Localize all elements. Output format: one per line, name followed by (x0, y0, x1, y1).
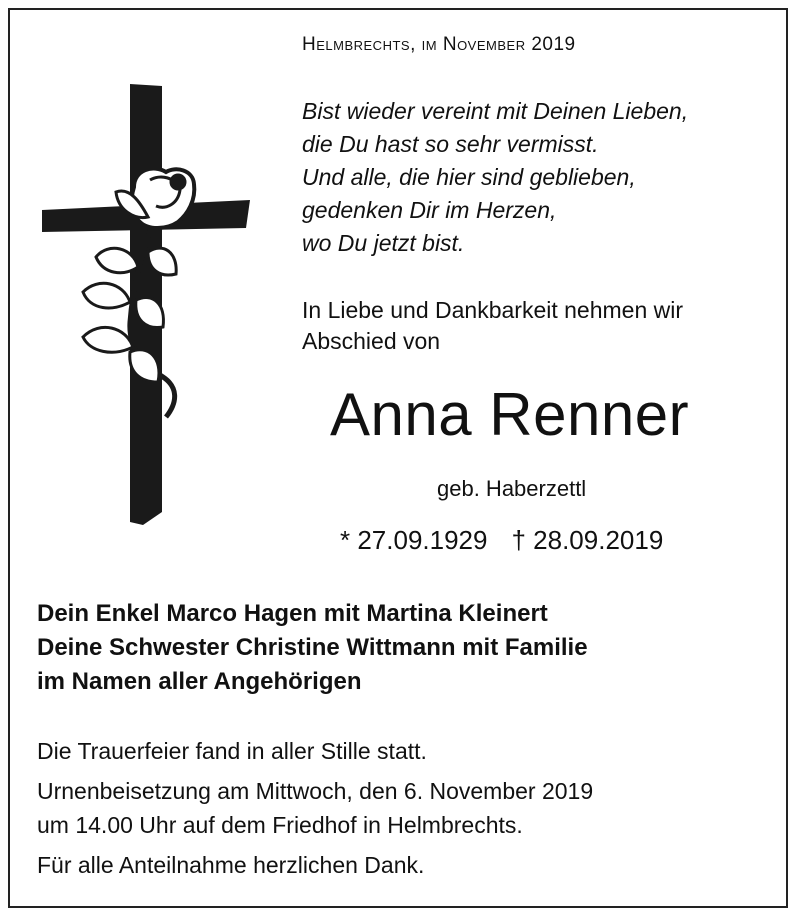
mourner-line: Deine Schwester Christine Wittmann mit Familie (37, 634, 588, 661)
poem-line: gedenken Dir im Herzen, (302, 197, 557, 223)
mourner-line: Dein Enkel Marco Hagen mit Martina Kleinert (37, 600, 548, 627)
place-and-date: Helmbrechts, im November 2019 (302, 34, 576, 55)
thanks-note: Für alle Anteilnahme herzlichen Dank. (37, 852, 425, 878)
funeral-notes (37, 734, 593, 882)
service-note: Die Trauerfeier fand in aller Stille statt. (37, 738, 427, 764)
poem (302, 95, 688, 260)
deceased-name: Anna Renner (330, 381, 690, 448)
burial-note-line2: um 14.00 Uhr auf dem Friedhof in Helmbrechts. (37, 812, 523, 838)
farewell-line: Abschied von (302, 328, 441, 354)
life-dates (340, 525, 663, 556)
mourner-line: im Namen aller Angehörigen (37, 668, 362, 695)
poem-line: die Du hast so sehr vermisst. (302, 131, 599, 157)
burial-note-line1: Urnenbeisetzung am Mittwoch, den 6. November 2019 (37, 778, 594, 804)
mourners-list (37, 597, 588, 699)
birth-date: * 27.09.1929 (340, 525, 488, 555)
farewell-text (302, 295, 683, 357)
poem-line: wo Du jetzt bist. (302, 230, 465, 256)
farewell-line: In Liebe und Dankbarkeit nehmen wir (302, 297, 684, 323)
cross-with-rose-icon (38, 82, 253, 527)
poem-line: Und alle, die hier sind geblieben, (302, 164, 636, 190)
poem-line: Bist wieder vereint mit Deinen Lieben, (302, 98, 689, 124)
birth-name: geb. Haberzettl (437, 476, 587, 501)
death-date: † 28.09.2019 (511, 525, 664, 555)
